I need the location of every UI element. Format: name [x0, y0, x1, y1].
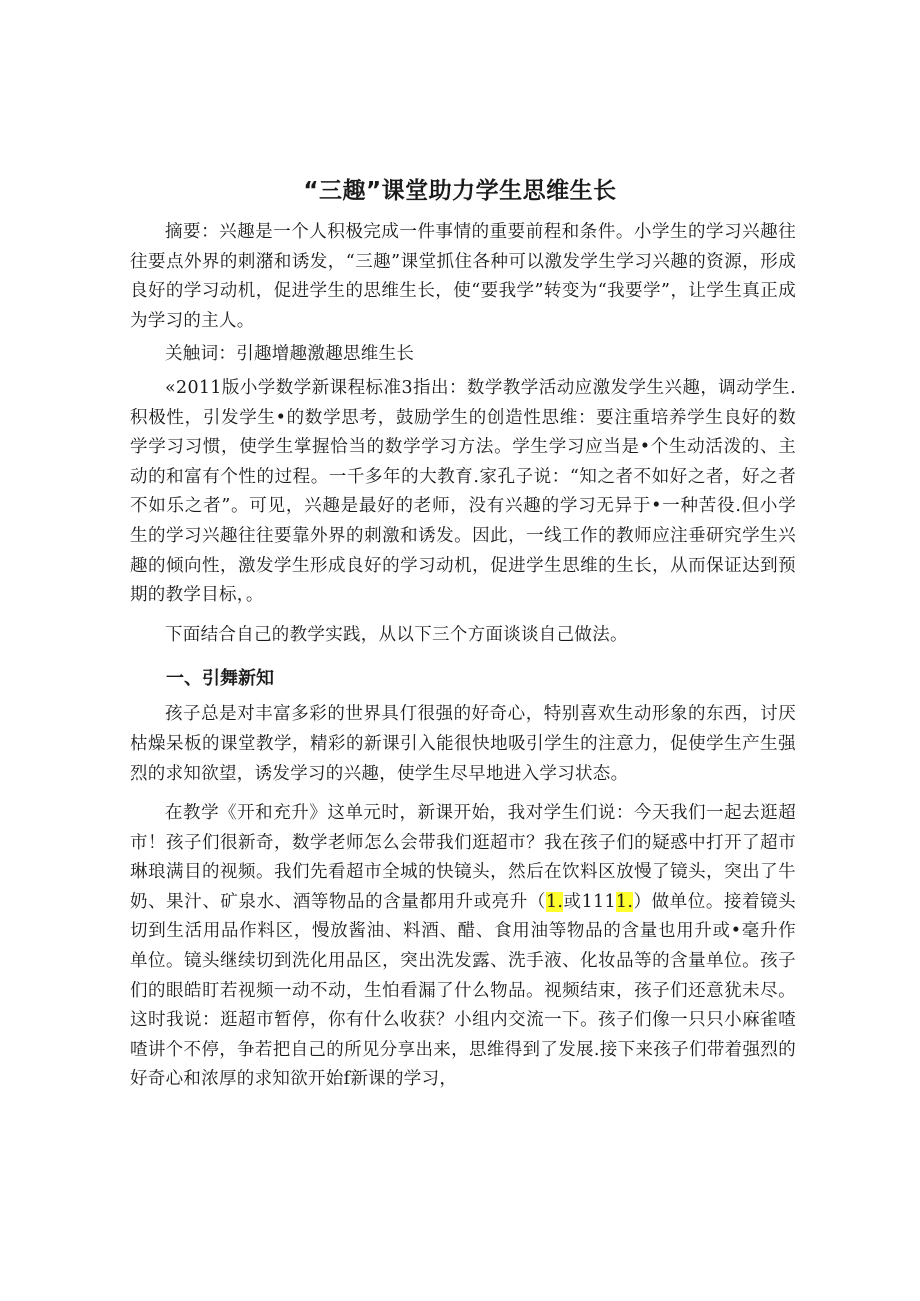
paragraph-text-part-1: 在教学《开和充升》这单元时，新课开始，我对学生们说：今天我们一起去逛超市！孩子们很新奇，数学老师怎么会带我们逛超市？我在孩子们的疑惑中打开了超市琳琅满目的视频。我们先看超市全城的快镜头，然后在饮料区放慢了镜头，突出了牛奶、果汁、矿泉水、酒等物品的含量都用升或亮升（	[130, 803, 796, 912]
section-paragraph-2	[130, 799, 796, 1095]
page-title: “三趣”课堂助力学生思维生长	[303, 178, 617, 204]
lead-in-paragraph: 下面结合自己的教学实践，从以下三个方面谈谈自己做法。	[165, 624, 628, 645]
paragraph-text-part-2: ）做单位。接着镜头切到生活用品作料区，慢放酱油、料酒、醋、食用油等物品的含量也用升或•毫升作单位。镜头继续切到洗化用品区，突出洗发露、洗手液、化妆品等的含量单位。孩子们的眼皓盯若视频一动不动，生怕看漏了什么物品。视频结束，孩子们还意犹未尽。这时我说：逛超市暂停，你有什么收获？小组内交流一下。孩子们像一只只小麻雀喳喳讲个不停，争若把自己的所见分享出来，思维得到了发展.接下来孩子们带着强烈的好奇心和浓厚的求知欲开始f新课的学习，	[130, 891, 796, 1090]
abstract-paragraph: 摘要：兴趣是一个人积极完成一件事情的重要前程和条件。小学生的学习兴趣往往要点外界的刺潴和诱发，“三趣”课堂抓住各种可以激发学生学习兴趣的资源，形成良好的学习动机，促进学生的思维生长，使“要我学”转变为“我要学”，让学生真正成为学习的主人。	[130, 222, 796, 331]
section-heading: 一、引舞新知	[166, 668, 274, 690]
intro-paragraph: «2011版小学数学新课程标准3指出：数学教学活动应激发学生兴趣，调动学生.积极性，引发学生•的数学思考，鼓励学生的创造性思维：要注重培养学生良好的数学学习习惯，使学生掌握恰当的数学学习方法。学生学习应当是•个生动活泼的、主动的和富有个性的过程。一千多年的大教育.家孔子说：“知之者不如好之者，好之者不如乐之者”。可见，兴趣是最好的老师，没有兴趣的学习无异于•一种苦役.但小学生的学习兴趣往往要靠外界的刺激和诱发。因此，一线工作的教师应注垂研究学生兴趣的倾向性，激发学生形成良好的学习动机，促进学生思维的生长，从而保证达到预期的教学目标，。	[130, 377, 796, 606]
highlighted-text-1: 1.	[545, 891, 564, 912]
keywords-paragraph: 关触词：引趣增趣激趣思维生长	[165, 344, 415, 365]
paragraph-text-middle: 或111	[563, 891, 616, 912]
highlighted-text-2: 1.	[615, 891, 634, 912]
document-body	[130, 218, 796, 1095]
section-paragraph-1: 孩子总是对丰富多彩的世界具仃很强的好奇心，特别喜欢生动形象的东西，讨厌枯燥呆板的课堂教学，精彩的新课引入能很快地吸引学生的注意力，促使学生产生强烈的求知欲望，诱发学习的兴趣，使学生尽早地进入学习状态。	[130, 704, 796, 784]
